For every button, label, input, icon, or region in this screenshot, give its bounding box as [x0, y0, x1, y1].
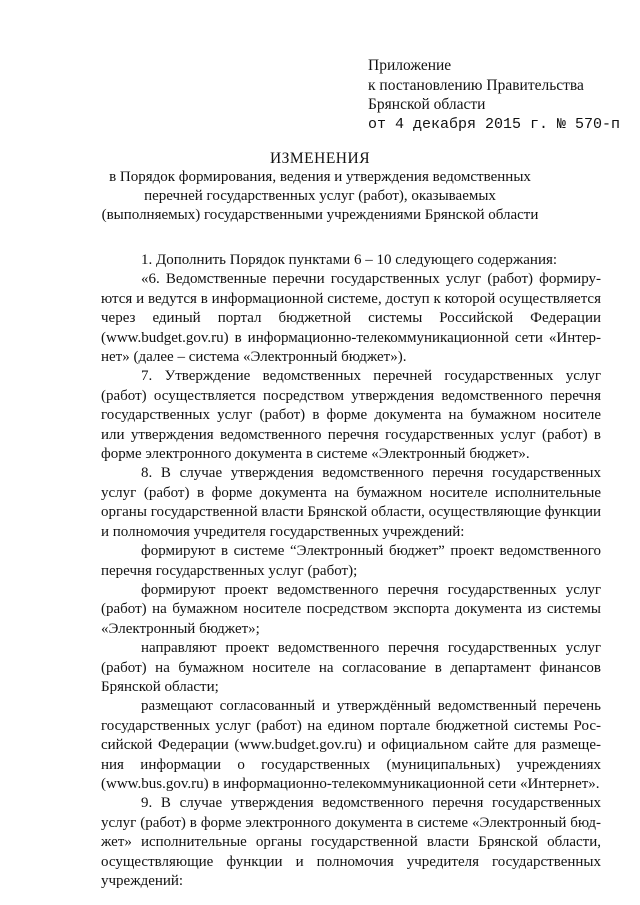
- approval-region: Брянской области: [368, 96, 486, 113]
- paragraph-item-8-sub-1: формируют в системе “Электронный бюджет” проект ведомственного перечня государственных услуг (работ);: [101, 543, 601, 579]
- document-subtitle: в Порядок формирования, ведения и утверждения ведомственных перечней государственных услуг (работ), оказываемых (выполняемых) государственными учреждениями Брянской области: [101, 169, 539, 223]
- paragraph-item-8: 8. В случае утверждения ведомственного перечня государственных услуг (работ) в форме документа на бумажном носителе исполнительные органы государственной власти Брянской области, осуществляющие функции и полномочия учредителя государственных учреждений:: [101, 465, 601, 540]
- document-title: ИЗМЕНЕНИЯ: [269, 150, 371, 167]
- paragraph-item-9: 9. В случае утверждения ведомственного перечня государственных услуг (работ) в форме электронного документа в системе «Электронный бюджет» исполнительные органы государственной власти Брянской области, осуществляющие функции и полномочия учредителя государственных учреждений:: [101, 795, 601, 889]
- paragraph-item-8-sub-3: направляют проект ведомственного перечня государственных услуг (работ) на бумажном носителе на согласование в департамент финансов Брянской области;: [101, 640, 601, 695]
- approval-heading: Приложение: [368, 57, 452, 74]
- approval-block: [368, 56, 620, 134]
- paragraph-item-8-sub-4: размещают согласованный и утверждённый ведомственный перечень государственных услуг (работ) на едином портале бюджетной системы Российской Федерации (www.budget.gov.ru) и официальном сайте для размещения информации о государственных (муниципальных) учреждениях (www.bus.gov.ru) в информационно-телекоммуникационной сети «Интернет».: [101, 698, 601, 792]
- approval-resolution: к постановлению Правительства: [368, 76, 584, 94]
- approval-date-number: от 4 декабря 2015 г. № 570-п: [368, 115, 621, 133]
- paragraph-item-8-sub-2: формируют проект ведомственного перечня государственных услуг (работ) на бумажном носителе посредством экспорта документа из системы «Электронный бюджет»;: [101, 581, 601, 637]
- paragraph-1: 1. Дополнить Порядок пунктами 6 – 10 следующего содержания:: [141, 252, 558, 268]
- paragraph-item-7: 7. Утверждение ведомственных перечней государственных услуг (работ) осуществляется посредством утверждения ведомственного перечня государственных услуг (работ) в форме документа на бумажном носителе или утверждения ведомственного перечня государственных услуг (работ) в форме электронного документа в системе «Электронный бюджет».: [101, 368, 601, 463]
- document-body: [101, 251, 601, 891]
- paragraph-item-6: «6. Ведомственные перечни государственных услуг (работ) формируются и ведутся в информационной системе, доступ к которой осуществляется через единый портал бюджетной системы Российской Федерации (www.budget.gov.ru) в информационно-телекоммуникационной сети «Интернет» (далее – система «Электронный бюджет»).: [101, 271, 601, 366]
